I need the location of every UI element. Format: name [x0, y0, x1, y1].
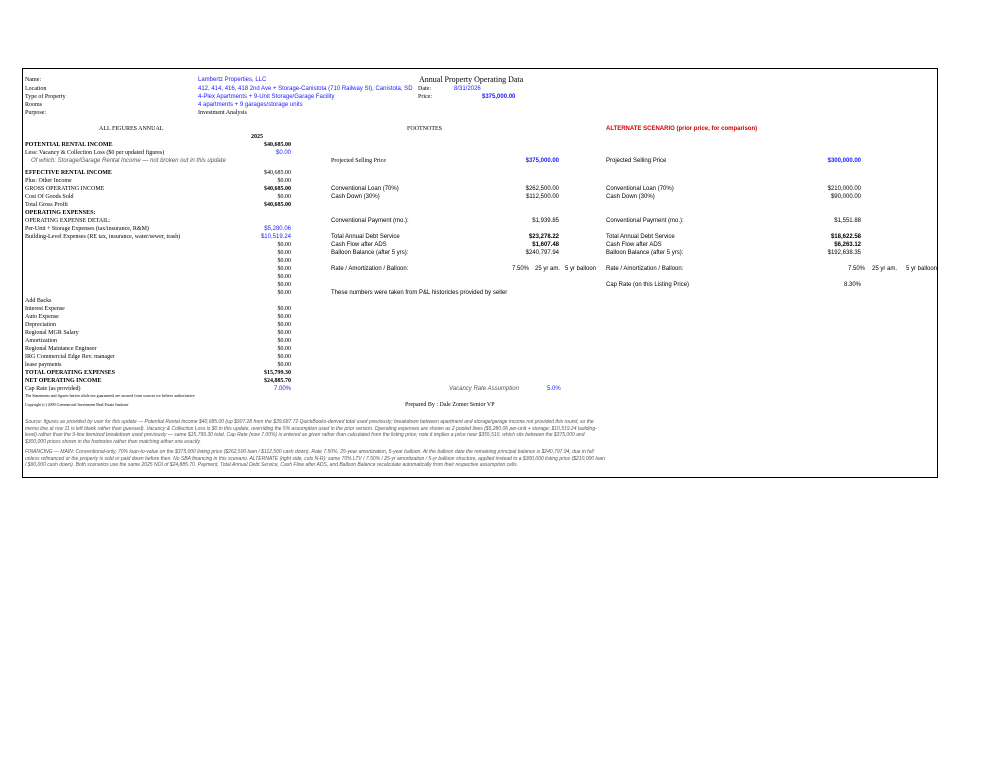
alt-loan-label: Conventional Loan (70%)	[606, 186, 674, 192]
blank-expense-value: $0.00	[277, 242, 291, 248]
alt-selling-price-label: Projected Selling Price	[606, 158, 667, 164]
alt-loan-value: $210,000.00	[827, 186, 861, 192]
blank-expense-value: $0.00	[277, 290, 291, 296]
location-label: Location	[25, 86, 47, 92]
noi-label: NET OPERATING INCOME	[25, 378, 102, 384]
date-value: 8/31/2026	[454, 86, 481, 92]
footnotes-header: FOOTNOTES	[407, 126, 443, 132]
gross-income-value: $40,685.00	[264, 186, 291, 192]
alt-cf-label: Cash Flow after ADS	[606, 242, 662, 248]
per-unit-expense-value: $5,280.06	[264, 226, 291, 232]
type-label: Type of Property	[25, 94, 66, 100]
main-payment-value: $1,939.85	[532, 218, 559, 224]
main-payment-label: Conventional Payment (mo.):	[331, 218, 409, 224]
expense-row-label: Regional MGR Salary	[25, 330, 79, 336]
expense-row-value: $0.00	[277, 354, 291, 360]
all-figures-header: ALL FIGURES ANNUAL	[99, 126, 164, 132]
price-value: $375,000.00	[482, 94, 516, 100]
expense-row-label: Auto Expense	[25, 314, 59, 320]
expense-row-value: $0.00	[277, 322, 291, 328]
blank-expense-value: $0.00	[277, 250, 291, 256]
expense-row-value: $0.00	[277, 362, 291, 368]
operating-data-sheet	[22, 68, 938, 478]
potential-income-label: POTENTIAL RENTAL INCOME	[25, 142, 113, 148]
alt-selling-price-value: $300,000.00	[827, 158, 861, 164]
vacancy-loss-label: Less: Vacancy & Collection Loss ($0 per updated figures)	[25, 150, 165, 156]
blank-expense-value: $0.00	[277, 274, 291, 280]
blank-expense-value: $0.00	[277, 266, 291, 272]
main-balloon-term-value: 5 yr balloon	[565, 266, 597, 272]
main-selling-price-value: $375,000.00	[525, 158, 559, 164]
vacancy-loss-value: $0.00	[275, 150, 291, 156]
rooms-label: Rooms	[25, 102, 43, 108]
expense-row-label: Amortization	[25, 338, 57, 344]
alt-payment-label: Conventional Payment (mo.):	[606, 218, 684, 224]
expense-row-label: Interest Expense	[25, 306, 65, 312]
main-balloon-label: Balloon Balance (after 5 yrs):	[331, 250, 409, 256]
cap-rate-value: 7.00%	[273, 386, 291, 392]
expense-row-value: $0.00	[277, 338, 291, 344]
other-income-label: Plus: Other Income	[25, 178, 72, 184]
main-loan-value: $262,500.00	[525, 186, 559, 192]
vacancy-assumption-value: 5.0%	[547, 386, 561, 392]
alt-cap-rate-value: 8.30%	[843, 282, 861, 288]
opex-detail-label: OPERATING EXPENSE DETAIL:	[25, 218, 111, 224]
opex-label: OPERATING EXPENSES:	[25, 210, 96, 216]
main-down-value: $112,500.00	[526, 194, 559, 200]
alt-amort-value: 25 yr am.	[872, 266, 898, 272]
blank-expense-value: $0.00	[277, 258, 291, 264]
expense-row-label: Add Backs	[25, 298, 52, 304]
alternate-header: ALTERNATE SCENARIO (prior price, for comparison)	[606, 126, 758, 132]
purpose-label: Purpose:	[25, 110, 46, 116]
main-rate-value: 7.50%	[511, 266, 529, 272]
main-loan-label: Conventional Loan (70%)	[331, 186, 399, 192]
alt-rate-label: Rate / Amortization / Balloon:	[606, 266, 684, 272]
main-down-label: Cash Down (30%)	[331, 194, 380, 200]
copyright: Copyright (c) 2009 Commercial Investment Real Estate Institute	[25, 402, 129, 407]
disclaimer: The Statements and figures herein while not guaranteed are secured from sources we believe authoritative.	[25, 393, 196, 398]
prepared-by: Prepared By : Dale Zomer Senior VP	[405, 402, 495, 408]
alt-rate-value: 7.50%	[847, 266, 865, 272]
main-rate-label: Rate / Amortization / Balloon:	[331, 266, 409, 272]
price-label: Price:	[418, 94, 432, 100]
expense-row-value: $0.00	[277, 346, 291, 352]
purpose-value: Investment Analysis	[198, 110, 247, 116]
other-income-value: $0.00	[277, 178, 291, 184]
source-note: These numbers were taken from P&L historicles provided by seller	[331, 290, 508, 296]
expense-row-value: $0.00	[277, 330, 291, 336]
effective-income-value: $40,685.00	[264, 170, 291, 176]
noi-value: $24,885.70	[264, 378, 291, 384]
main-amort-value: 25 yr am.	[535, 266, 561, 272]
main-selling-price-label: Projected Selling Price	[331, 158, 386, 164]
total-gross-label: Total Gross Profit	[25, 202, 68, 208]
gross-income-label: GROSS OPERATING INCOME	[25, 186, 105, 192]
expense-row-label: Depreciation	[25, 322, 56, 328]
cap-rate-label: Cap Rate (as provided)	[25, 386, 81, 392]
total-opex-label: TOTAL OPERATING EXPENSES	[25, 370, 116, 376]
blank-expense-value: $0.00	[277, 282, 291, 288]
total-opex-value: $15,799.30	[264, 370, 291, 376]
name-label: Name:	[25, 77, 41, 83]
of-which-note: Of which: Storage/Garage Rental Income — not broken out in this update	[31, 158, 226, 164]
building-expense-value: $10,519.24	[260, 234, 291, 240]
per-unit-expense-label: Per-Unit + Storage Expenses (tax/insurance, R&M)	[25, 226, 149, 232]
expense-row-value: $0.00	[277, 314, 291, 320]
alt-ads-value: $18,622.58	[830, 234, 861, 240]
total-gross-value: $40,685.00	[264, 202, 291, 208]
type-value: 4-Plex Apartments + 9-Unit Storage/Garage Facility	[198, 94, 335, 100]
cogs-value: $0.00	[277, 194, 291, 200]
financing-footnote: FINANCING — MAIN: Conventional-only, 70% loan-to-value on the $375,000 listing price ($262,500 loan / $112,500 cash down). Rate 7.50%, 25-year amortization, 5-year balloon. At the balloon date the remaining principal balance is $240,797.94, due in full unless refinanced or the property is sold or paid down before then. No SBA financing in this scenario. ALTERNATE (right side, cols N-R): same 70% LTV / 7.50% / 25-yr amortization / 5-yr balloon structure, applied instead to a $300,000 listing price ($210,000 loan / $90,000 cash down). Both scenarios use the same 2025 NOI of $24,885.70. Payment, Total Annual Debt Service, Cash Flow after ADS, and Balloon Balance recalculate automatically from their respective assumption cells.	[25, 449, 605, 468]
source-footnote: Source: figures as provided by user for this update — Potential Rental Income $40,685.00 (up $907.28 from the $39,687.72 QuickBooks-derived total used previously; breakdown between apartment and storage/garage income not provided this round, so the memo line at row 11 is left blank rather than guessed). Vacancy & Collection Loss is $0 in this update, overriding the 5% assumption used in the prior version. Operating expenses are shown as 2 pooled lines ($5,280.06 per-unit + storage; $10,519.24 building-level) rather than the 9-line itemized breakdown used previously — same $15,799.30 total. Cap Rate (now 7.00%) is entered as given rather than calculated from the listing price; note it implies a price near $355,510, which sits between the $375,000 and $300,000 prices shown in the footnotes rather than matching either one exactly.	[25, 419, 597, 445]
effective-income-label: EFFECTIVE RENTAL INCOME	[25, 170, 112, 176]
main-balloon-value: $240,797.94	[525, 250, 559, 256]
date-label: Date:	[418, 86, 431, 92]
cogs-label: Cost Of Goods Sold	[25, 194, 74, 200]
main-cf-value: $1,607.48	[532, 242, 559, 248]
alt-down-value: $90,000.00	[830, 194, 861, 200]
expense-row-label: Regional Maintance Engineer	[25, 346, 97, 352]
expense-row-label: lease payments	[25, 362, 62, 368]
alt-cap-rate-label: Cap Rate (on this Listing Price)	[606, 282, 690, 288]
alt-payment-value: $1,551.88	[834, 218, 861, 224]
potential-income-value: $40,685.00	[264, 142, 291, 148]
alt-cf-value: $6,263.12	[834, 242, 861, 248]
main-ads-value: $23,278.22	[528, 234, 559, 240]
alt-balloon-label: Balloon Balance (after 5 yrs):	[606, 250, 684, 256]
expense-row-label: IRG Commercial Edge Rev. manager	[25, 354, 115, 360]
alt-balloon-value: $192,638.35	[827, 250, 861, 256]
main-cf-label: Cash Flow after ADS	[331, 242, 387, 248]
alt-balloon-term-value: 5 yr balloon	[906, 266, 938, 272]
year-header: 2025	[251, 134, 263, 140]
vacancy-assumption-label: Vacancy Rate Assumption	[449, 386, 519, 392]
rooms-value: 4 apartments + 9 garages/storage units	[198, 102, 303, 108]
name-value: Lambertz Properties, LLC	[198, 77, 267, 83]
alt-ads-label: Total Annual Debt Service	[606, 234, 675, 240]
expense-row-value: $0.00	[277, 306, 291, 312]
main-ads-label: Total Annual Debt Service	[331, 234, 400, 240]
building-expense-label: Building-Level Expenses (RE tax, insurance, water/sewer, trash)	[25, 234, 181, 240]
alt-down-label: Cash Down (30%)	[606, 194, 655, 200]
location-value: 412, 414, 416, 418 2nd Ave + Storage-Canistota (710 Railway St), Canistota, SD	[198, 86, 413, 92]
sheet-title: Annual Property Operating Data	[419, 75, 524, 84]
